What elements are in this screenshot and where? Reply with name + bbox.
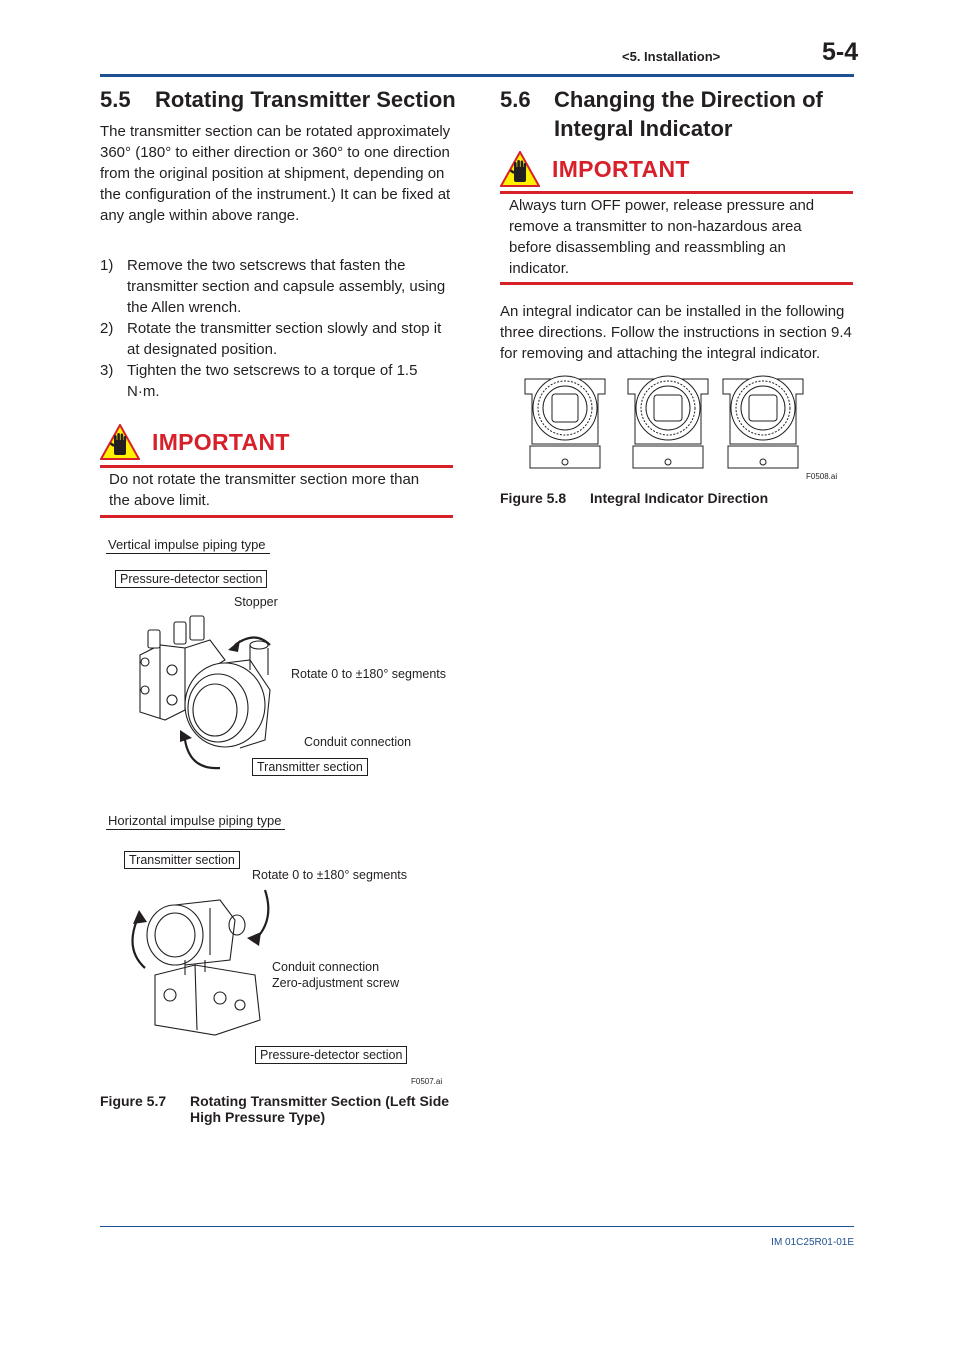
label-zero-adjustment: Zero-adjustment screw	[272, 976, 400, 990]
label-stopper: Stopper	[234, 595, 278, 609]
important-box-left	[100, 424, 453, 518]
section-title-text	[554, 85, 823, 143]
list-item	[100, 360, 452, 402]
figure-file-id: F0508.ai	[806, 472, 838, 481]
section-5-6-body: An integral indicator can be installed in the following three directions. Follow the instructions in section 9.4 for removing and attaching the integral indicator.	[500, 303, 852, 362]
caption-line-2: High Pressure Type)	[190, 1109, 326, 1125]
section-5-5-title	[100, 85, 456, 114]
caption-line-1: Rotating Transmitter Section (Left Side	[190, 1093, 450, 1109]
figure-label: Figure 5.7	[100, 1093, 167, 1109]
document-id: IM 01C25R01-01E	[771, 1237, 854, 1248]
important-rule-bottom	[100, 515, 453, 518]
label-pressure-detector-vertical: Pressure-detector section	[115, 570, 267, 588]
important-box-right	[500, 151, 853, 285]
label-transmitter-horizontal: Transmitter section	[124, 851, 240, 869]
page-number: 5-4	[822, 38, 859, 66]
step-text: Tighten the two setscrews to a torque of 1.5 N·m.	[127, 362, 418, 400]
section-title-text: Rotating Transmitter Section	[155, 87, 456, 112]
figure-label: Figure 5.8	[500, 490, 567, 506]
indicator-view-2	[628, 376, 708, 468]
important-title: IMPORTANT	[152, 428, 290, 455]
indicator-view-3	[723, 376, 803, 468]
important-text: Do not rotate the transmitter section more than the above limit.	[109, 471, 420, 509]
step-text: Remove the two setscrews that fasten the transmitter section and capsule assembly, using the Allen wrench.	[127, 257, 446, 316]
important-title: IMPORTANT	[552, 155, 690, 182]
figure-file-id: F0507.ai	[411, 1077, 443, 1086]
list-item	[100, 255, 452, 318]
important-rule-bottom	[500, 282, 853, 285]
vertical-transmitter-illustration	[130, 600, 300, 775]
step-number: 2)	[100, 320, 114, 337]
figure-5-7-caption	[100, 1093, 449, 1125]
section-number: 5.6	[500, 87, 531, 112]
warning-hand-icon	[100, 424, 140, 460]
figure-caption-text: Integral Indicator Direction	[590, 490, 769, 506]
footer-rule	[100, 1226, 854, 1227]
warning-hand-icon	[500, 151, 540, 187]
title-line-2: Integral Indicator	[554, 116, 733, 141]
section-number: 5.5	[100, 87, 131, 112]
vertical-piping-heading: Vertical impulse piping type	[106, 537, 270, 554]
procedure-steps	[100, 255, 452, 402]
label-rotate-vertical: Rotate 0 to ±180° segments	[291, 667, 447, 681]
label-pressure-detector-horizontal: Pressure-detector section	[255, 1046, 407, 1064]
figure-5-8-caption	[500, 490, 768, 506]
important-heading	[100, 424, 453, 460]
horizontal-piping-heading: Horizontal impulse piping type	[106, 813, 285, 830]
header-rule	[100, 74, 854, 77]
important-text: Always turn OFF power, release pressure and remove a transmitter to non-hazardous area before disassembling and reassmbling an indicator.	[509, 197, 815, 277]
horizontal-transmitter-illustration	[125, 880, 275, 1050]
section-5-5-intro: The transmitter section can be rotated approximately 360° (180° to either direction or 360° to one direction from the original position at shipment, depending on the configuration of the instrument.) It can be fixed at any angle within above range.	[100, 123, 451, 224]
figure-caption-text	[190, 1093, 449, 1125]
title-line-1: Changing the Direction of	[554, 87, 823, 112]
important-heading	[500, 151, 853, 187]
step-text: Rotate the transmitter section slowly and stop it at designated position.	[127, 320, 442, 358]
label-conduit-vertical: Conduit connection	[304, 735, 412, 749]
integral-indicator-illustration	[520, 374, 810, 472]
indicator-view-1	[525, 376, 605, 468]
running-header-section: <5. Installation>	[622, 49, 721, 64]
section-5-6-title	[500, 85, 823, 143]
label-conduit-horizontal: Conduit connection	[272, 960, 380, 974]
step-number: 3)	[100, 362, 114, 379]
label-transmitter-vertical: Transmitter section	[252, 758, 368, 776]
step-number: 1)	[100, 257, 114, 274]
label-rotate-horizontal: Rotate 0 to ±180° segments	[252, 868, 408, 882]
list-item	[100, 318, 452, 360]
